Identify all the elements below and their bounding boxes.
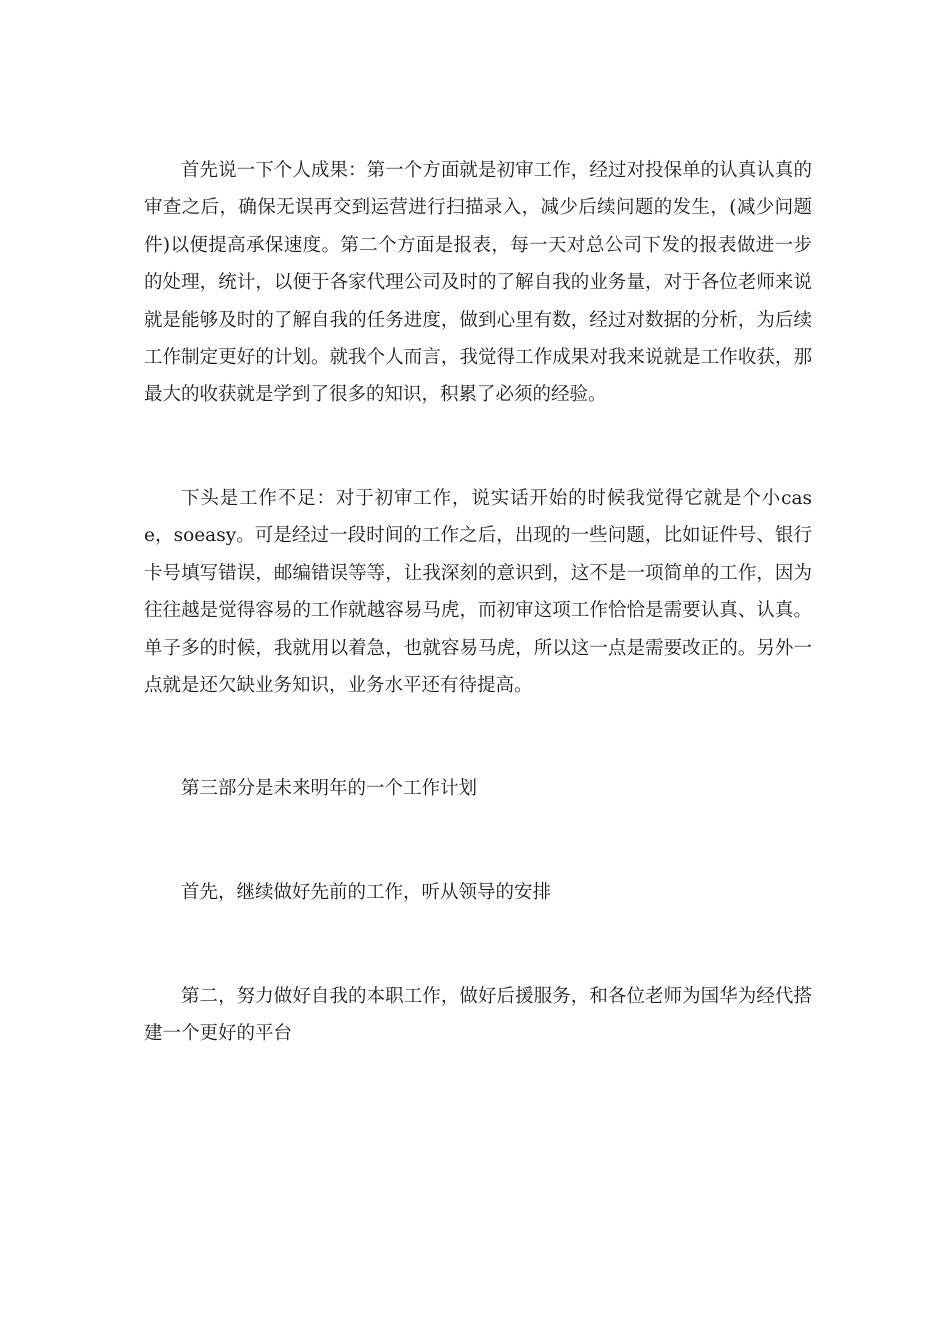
paragraph-work-plan-heading: 第三部分是未来明年的一个工作计划: [181, 778, 478, 799]
paragraph-work-shortcomings: 下头是工作不足：对于初审工作，说实话开始的时候我觉得它就是个小case，soeasy。可是经过一段时间的工作之后，出现的一些问题，比如证件号、银行卡号填写错误，邮编错误等等，让我深刻的意识到，这不是一项简单的工作，因为往往越是觉得容易的工作就越容易马虎，而初审这项工作恰恰是需要认真、认真。单子多的时候，我就用以着急，也就容易马虎，所以这一点是需要改正的。另外一点就是还欠缺业务知识，业务水平还有待提高。: [144, 488, 812, 697]
paragraph-plan-second: 第二，努力做好自我的本职工作，做好后援服务，和各位老师为国华为经代搭建一个更好的平台: [144, 986, 812, 1045]
paragraph-personal-achievements: 首先说一下个人成果：第一个方面就是初审工作，经过对投保单的认真认真的审查之后，确保无误再交到运营进行扫描录入，减少后续问题的发生，(减少问题件)以便提高承保速度。第二个方面是报表，每一天对总公司下发的报表做进一步的处理，统计，以便于各家代理公司及时的了解自我的业务量，对于各位老师来说就是能够及时的了解自我的任务进度，做到心里有数，经过对数据的分析，为后续工作制定更好的计划。就我个人而言，我觉得工作成果对我来说就是工作收获，那最大的收获就是学到了很多的知识，积累了必须的经验。: [144, 160, 812, 406]
paragraph-plan-first: 首先，继续做好先前的工作，听从领导的安排: [181, 882, 552, 903]
